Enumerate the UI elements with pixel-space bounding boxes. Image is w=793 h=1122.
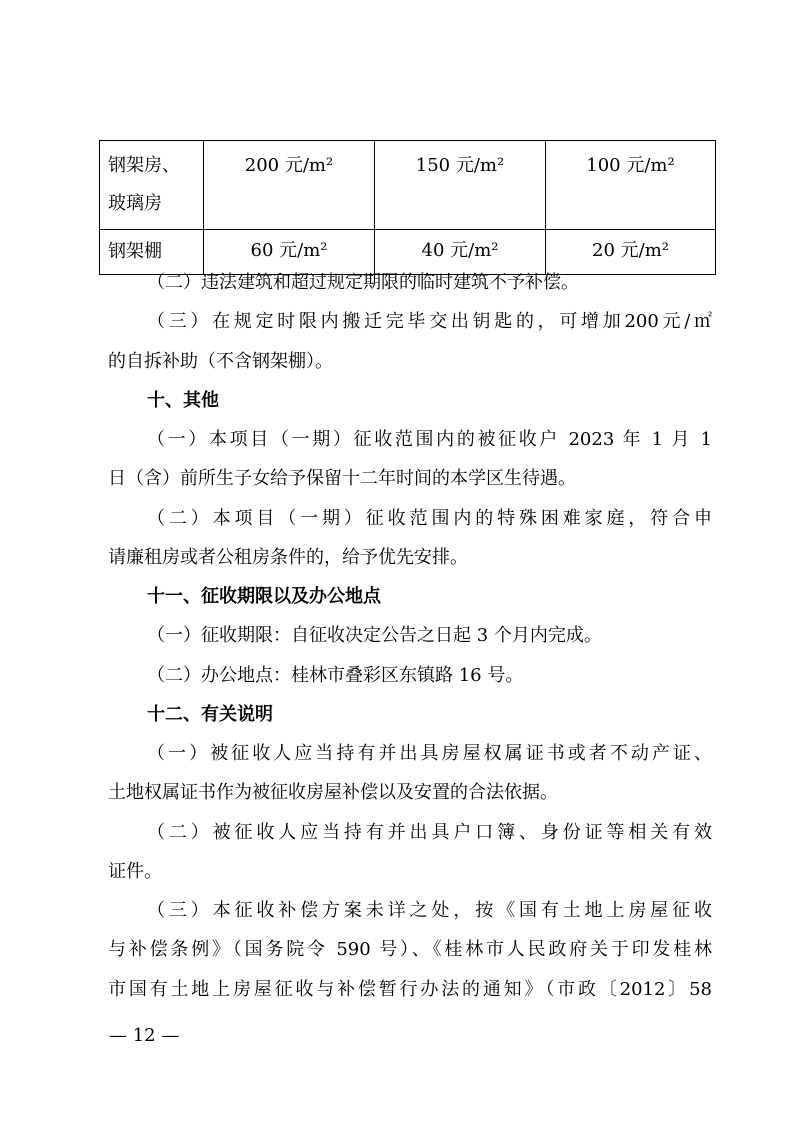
paragraph-line: 的自拆补助（不含钢架棚）。 — [108, 351, 333, 372]
section-heading: 十二、有关说明 — [147, 704, 273, 725]
paragraph-line: （二）办公地点：桂林市叠彩区东镇路 16 号。 — [147, 665, 524, 686]
label-line: 玻璃房 — [108, 193, 162, 214]
compensation-table — [99, 140, 716, 275]
paragraph-line: （一）被征收人应当持有并出具房屋权属证书或者不动产证、 — [147, 743, 712, 764]
paragraph-line: （三）在规定时限内搬迁完毕交出钥匙的，可增加200元/㎡ — [147, 311, 712, 332]
table-cell: 200 元/m² — [204, 141, 375, 230]
section-heading: 十一、征收期限以及办公地点 — [147, 586, 381, 607]
paragraph-line: （一）征收期限：自征收决定公告之日起 3 个月内完成。 — [147, 625, 602, 646]
paragraph-line: 请廉租房或者公租房条件的，给予优先安排。 — [108, 547, 468, 568]
table-cell: 40 元/m² — [375, 230, 546, 275]
paragraph-line: （二）被征收人应当持有并出具户口簿、身份证等相关有效 — [147, 822, 712, 843]
paragraph-line: 市国有土地上房屋征收与补偿暂行办法的通知》（市政〔2012〕58 — [108, 979, 712, 1000]
paragraph-line: 与补偿条例》（国务院令 590 号）、《桂林市人民政府关于印发桂林 — [108, 939, 712, 960]
paragraph-line: （二）违法建筑和超过规定期限的临时建筑不予补偿。 — [147, 272, 579, 293]
label-line: 钢架房、 — [108, 155, 180, 176]
paragraph-line: （一）本项目（一期）征收范围内的被征收户 2023 年 1 月 1 — [147, 429, 712, 450]
section-heading: 十、其他 — [147, 390, 219, 411]
table-cell: 100 元/m² — [546, 141, 716, 230]
page-number: — 12 — — [109, 1025, 180, 1046]
paragraph-line: （二）本项目（一期）征收范围内的特殊困难家庭，符合申 — [147, 508, 712, 529]
table-cell: 150 元/m² — [375, 141, 546, 230]
table-row — [100, 230, 716, 275]
table-row-label: 钢架棚 — [100, 230, 204, 275]
table-row-label — [100, 141, 204, 230]
table-cell: 20 元/m² — [546, 230, 716, 275]
paragraph-line: 证件。 — [108, 861, 162, 882]
table-cell: 60 元/m² — [204, 230, 375, 275]
paragraph-line: 土地权属证书作为被征收房屋补偿以及安置的合法依据。 — [108, 782, 558, 803]
paragraph-line: （三）本征收补偿方案未详之处，按《国有土地上房屋征收 — [147, 900, 712, 921]
table-row — [100, 141, 716, 230]
paragraph-line: 日（含）前所生子女给予保留十二年时间的本学区生待遇。 — [108, 468, 576, 489]
